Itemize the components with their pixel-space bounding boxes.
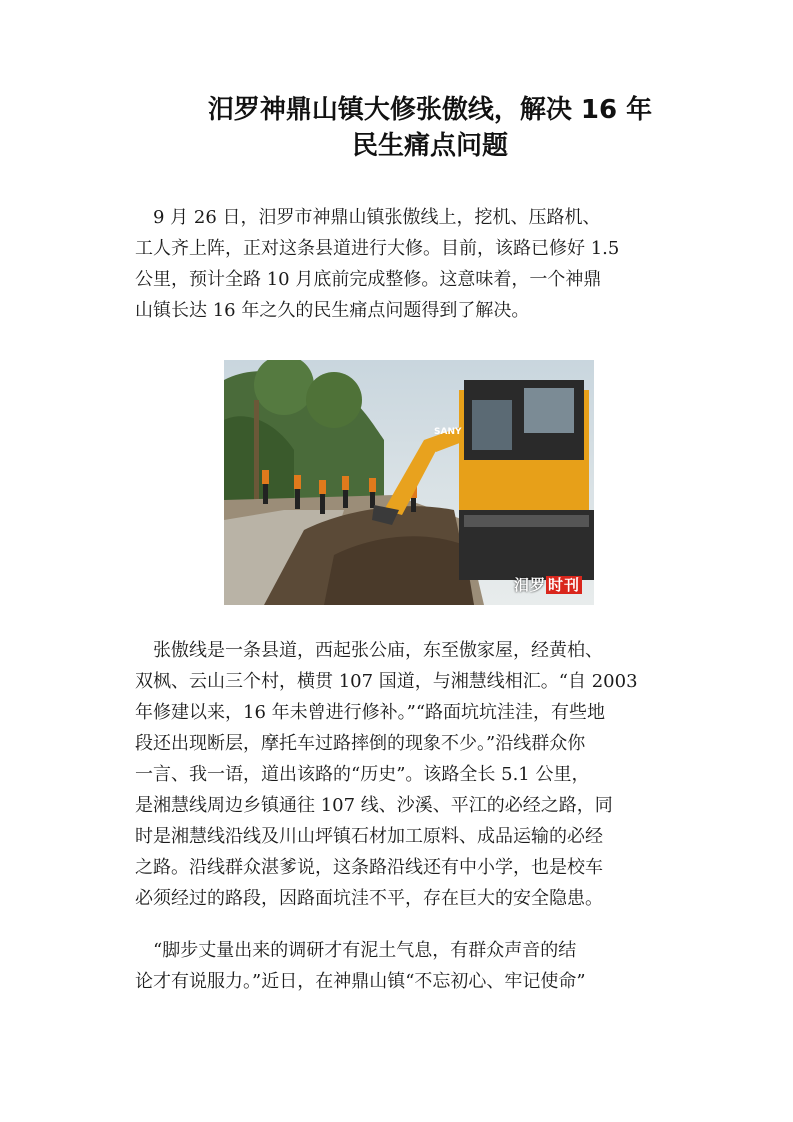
paragraph-2 [135, 635, 677, 914]
watermark-text-a: 汨罗 [513, 576, 546, 594]
photo-illustration [224, 360, 594, 605]
paragraph-line: 年修建以来，16 年未曾进行修补。”“路面坑坑洼洼，有些地 [135, 702, 606, 723]
paragraph-line: 段还出现断层，摩托车过路摔倒的现象不少。”沿线群众你 [135, 733, 586, 754]
paragraph-line: 山镇长达 16 年之久的民生痛点问题得到了解决。 [135, 300, 530, 321]
paragraph-line: 之路。沿线群众湛爹说，这条路沿线还有中小学，也是校车 [135, 857, 603, 878]
paragraph-line: 必须经过的路段，因路面坑洼不平，存在巨大的安全隐患。 [135, 888, 603, 909]
paragraph-line: 工人齐上阵，正对这条县道进行大修。目前，该路已修好 1.5 [135, 238, 620, 259]
road-construction-photo [224, 360, 594, 605]
paragraph-line: 一言、我一语，道出该路的“历史”。该路全长 5.1 公里， [135, 764, 590, 785]
title-line-2: 民生痛点问题 [351, 131, 508, 161]
article-title [110, 92, 750, 164]
paragraph-line: 张傲线是一条县道，西起张公庙，东至傲家屋，经黄柏、 [135, 640, 603, 661]
paragraph-line: “脚步丈量出来的调研才有泥土气息，有群众声音的结 [135, 940, 577, 961]
photo-watermark [514, 574, 582, 595]
title-line-1: 汨罗神鼎山镇大修张傲线，解决 16 年 [207, 95, 653, 125]
excavator-brand-label: SANY [434, 427, 462, 437]
paragraph-line: 公里，预计全路 10 月底前完成整修。这意味着，一个神鼎 [135, 269, 602, 290]
paragraph-3 [135, 935, 677, 997]
paragraph-1 [135, 202, 677, 326]
paragraph-line: 时是湘慧线沿线及川山坪镇石材加工原料、成品运输的必经 [135, 826, 603, 847]
paragraph-line: 双枫、云山三个村，横贯 107 国道，与湘慧线相汇。“自 2003 [135, 671, 638, 692]
watermark-text-b: 时刊 [547, 576, 580, 594]
paragraph-line: 是湘慧线周边乡镇通往 107 线、沙溪、平江的必经之路，同 [135, 795, 613, 816]
paragraph-line: 论才有说服力。”近日，在神鼎山镇“不忘初心、牢记使命” [135, 971, 586, 992]
paragraph-line: 9 月 26 日，汨罗市神鼎山镇张傲线上，挖机、压路机、 [135, 207, 601, 228]
